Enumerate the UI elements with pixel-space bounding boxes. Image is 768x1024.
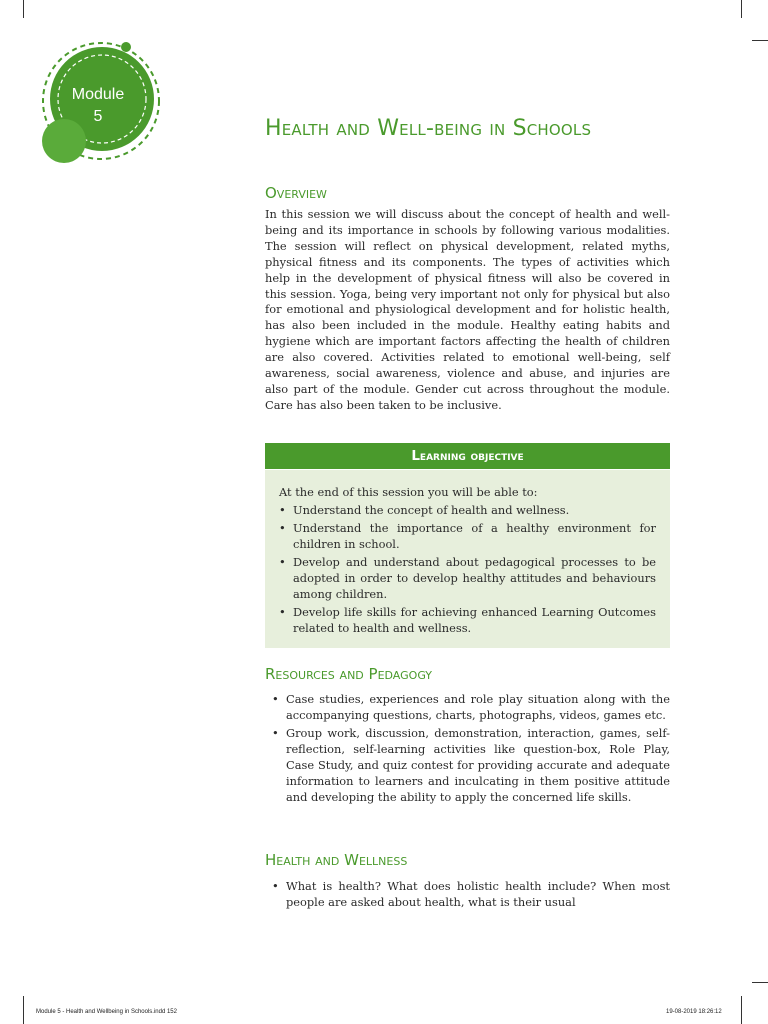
resources-list bbox=[272, 691, 670, 807]
overview-heading: Overview bbox=[265, 184, 327, 202]
crop-mark-bottom-left bbox=[23, 996, 24, 1024]
crop-mark-side-top bbox=[752, 40, 768, 41]
crop-mark-side-bottom bbox=[752, 982, 768, 983]
list-item: • What is health? What does holistic health include? When most people are asked about health, what is their usual bbox=[272, 878, 670, 910]
crop-mark-top-left bbox=[23, 0, 24, 18]
health-heading: Health and Wellness bbox=[265, 851, 408, 869]
resources-heading: Resources and Pedagogy bbox=[265, 665, 433, 683]
overview-text: In this session we will discuss about the concept of health and well-being and its importance in schools by following various modalities. The session will reflect on physical development, related myths, physical fitness and its components. The types of activities which help in the development of physical fitness will also be covered in this session. Yoga, being very important not only for physical but also for emotional and physiological development and for holistic health, has also been included in the module. Healthy eating habits and hygiene which are important factors affecting the health of children are also covered. Activities related to emotional well-being, self awareness, social awareness, violence and abuse, and injuries are also part of the module. Gender cut across throughout the module. Care has also been taken to be inclusive. bbox=[265, 207, 670, 412]
module-label: Module bbox=[71, 86, 125, 103]
learning-objective-list bbox=[279, 502, 656, 638]
module-number: 5 bbox=[93, 108, 103, 125]
footer-date: 19-08-2019 18:26:12 bbox=[666, 1009, 722, 1015]
list-item: • Group work, discussion, demonstration, interaction, games, self-reflection, self-learning activities like question-box, Role Play, Case Study, and quiz contest for providing accurate and adequate information to learners and inculcating in them positive attitude and developing the ability to apply the concerned life skills. bbox=[272, 725, 670, 805]
list-item: • Develop and understand about pedagogical processes to be adopted in order to develop healthy attitudes and behaviours among children. bbox=[279, 554, 656, 602]
list-item: • Case studies, experiences and role play situation along with the accompanying questions, charts, photographs, videos, games etc. bbox=[272, 691, 670, 723]
list-item: • Understand the concept of health and wellness. bbox=[279, 502, 656, 518]
learning-objective-heading: Learning objective bbox=[265, 443, 670, 469]
list-item: • Develop life skills for achieving enhanced Learning Outcomes related to health and wellness. bbox=[279, 604, 656, 636]
list-item: • Understand the importance of a healthy environment for children in school. bbox=[279, 520, 656, 552]
footer-file: Module 5 - Health and Wellbeing in Schools.indd 152 bbox=[36, 1009, 177, 1015]
crop-mark-bottom-right bbox=[741, 996, 742, 1024]
page-title: Health and Well-being in Schools bbox=[265, 116, 592, 141]
health-list bbox=[272, 878, 670, 912]
crop-mark-top-right bbox=[741, 0, 742, 18]
learning-objective-intro: At the end of this session you will be able to: bbox=[279, 485, 538, 499]
